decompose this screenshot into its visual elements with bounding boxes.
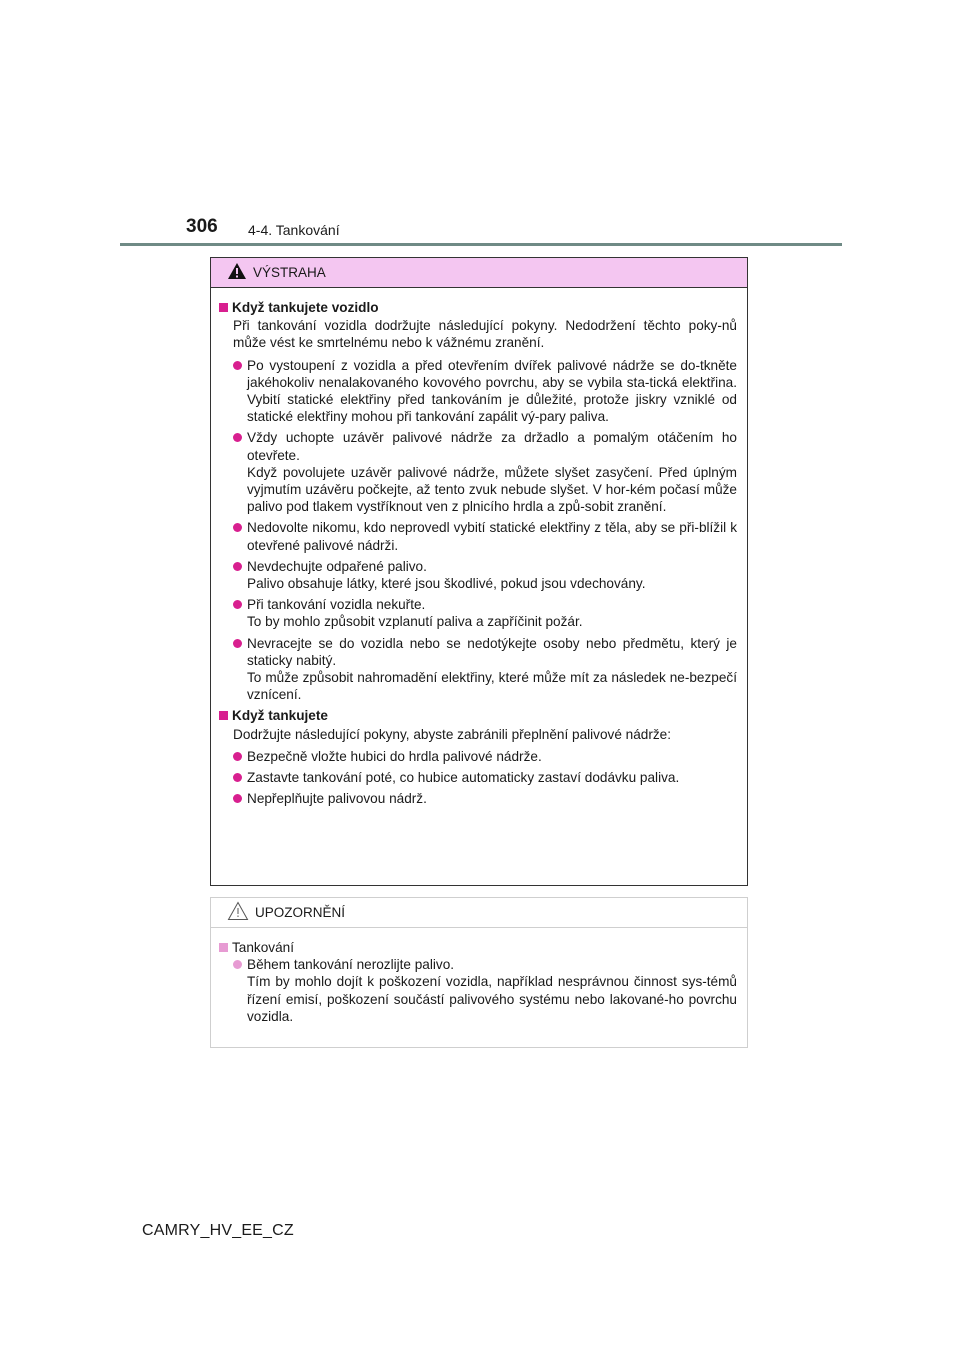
bullet-text: To by mohlo způsobit vzplanutí paliva a zapříčinit požár.: [247, 614, 583, 630]
warning-label: VÝSTRAHA: [253, 265, 326, 280]
bullet-text: Při tankování vozidla nekuřte.: [247, 597, 426, 613]
bullet-dot-icon: [233, 433, 242, 442]
bullet-text: Nevdechujte odpařené palivo.: [247, 558, 427, 574]
bullet-dot-icon: [233, 752, 242, 761]
bullet-text: Vždy uchopte uzávěr palivové nádrže za držadlo a pomalým otáčením ho otevřete.: [247, 430, 737, 463]
list-item: [233, 956, 737, 1025]
warning-triangle-icon: [227, 262, 247, 283]
bullet-text: Nevracejte se do vozidla nebo se nedotýkejte osoby nebo předmětu, který je staticky nabitý.: [247, 635, 737, 668]
warning-body: [211, 288, 747, 807]
square-bullet-icon: [219, 303, 228, 312]
heading-text: Tankování: [232, 940, 294, 955]
list-item: [233, 429, 737, 515]
list-item: [233, 769, 737, 786]
section-title: 4-4. Tankování: [248, 222, 340, 238]
bullet-text: Palivo obsahuje látky, které jsou škodlivé, pokud jsou vdechovány.: [247, 576, 646, 592]
caution-box: [210, 897, 748, 1048]
bullet-dot-icon: [233, 600, 242, 609]
bullet-dot-icon: [233, 523, 242, 532]
bullet-text: Bezpečně vložte hubici do hrdla palivové nádrže.: [247, 748, 542, 764]
bullet-dot-icon: [233, 794, 242, 803]
bullet-text: Když povolujete uzávěr palivové nádrže, můžete slyšet zasyčení. Před úplným vyjmutím uzávěru počkejte, až tento zvuk nebude slyšet. V hor-kém počasí může palivo pod tlakem vystříknout ven z plnicího hrdla a způ-sobit zranění.: [247, 464, 737, 515]
bullet-text: Po vystoupení z vozidla a před otevřením dvířek palivové nádrže se do-tkněte jakéhokoliv nenalakovaného kovového povrchu, aby se vybila sta-tická elektřina. Vybití statické elektřiny před tankováním je důležité, protože jiskry vzniklé od statické elektřiny mohou při tankování zapálit vý-pary paliva.: [247, 357, 737, 425]
bullet-text: Nedovolte nikomu, kdo neprovedl vybití statické elektřiny z těla, aby se při-blížil k otevřené palivové nádrži.: [247, 520, 737, 553]
caution-body: [211, 928, 747, 1025]
square-bullet-icon: [219, 943, 228, 952]
bullet-dot-icon: [233, 562, 242, 571]
section-intro: Dodržujte následující pokyny, abyste zabránili přeplnění palivové nádrže:: [233, 726, 672, 742]
heading-text: Když tankujete vozidlo: [232, 300, 379, 315]
warning-header: [211, 258, 747, 288]
warning-box: [210, 257, 748, 886]
heading-text: Když tankujete: [232, 708, 328, 724]
bullet-text: Během tankování nerozlijte palivo.: [247, 957, 455, 973]
list-item: [233, 748, 737, 765]
page-number: 306: [186, 216, 218, 237]
section-heading: [219, 707, 737, 724]
bullet-text: Nepřeplňujte palivovou nádrž.: [247, 791, 427, 807]
list-item: [233, 519, 737, 553]
section-heading: [219, 299, 737, 316]
bullet-text: Zastavte tankování poté, co hubice automaticky zastaví dodávku paliva.: [247, 770, 680, 786]
caution-header: [211, 898, 747, 928]
document-code: CAMRY_HV_EE_CZ: [142, 1222, 294, 1239]
section-intro: Při tankování vozidla dodržujte následující pokyny. Nedodržení těchto poky-nů může vést ke smrtelnému nebo k vážnému zranění.: [233, 318, 737, 351]
list-item: [233, 558, 737, 592]
list-item: [233, 635, 737, 704]
section-heading: [219, 939, 737, 956]
bullet-dot-icon: [233, 639, 242, 648]
header-rule: [120, 243, 842, 246]
list-item: [233, 357, 737, 426]
list-item: [233, 596, 737, 630]
bullet-dot-icon: [233, 960, 242, 969]
caution-triangle-icon: [227, 901, 249, 924]
square-bullet-icon: [219, 711, 228, 720]
bullet-dot-icon: [233, 773, 242, 782]
bullet-text: To může způsobit nahromadění elektřiny, které může mít za následek ne-bezpečí vznícení.: [247, 670, 737, 703]
caution-label: UPOZORNĚNÍ: [255, 905, 346, 920]
bullet-dot-icon: [233, 361, 242, 370]
bullet-text: Tím by mohlo dojít k poškození vozidla, například nesprávnou činnost sys-témů řízení emisí, poškození součástí palivového systému nebo lakované-ho povrchu vozidla.: [247, 974, 737, 1024]
list-item: [233, 790, 737, 807]
